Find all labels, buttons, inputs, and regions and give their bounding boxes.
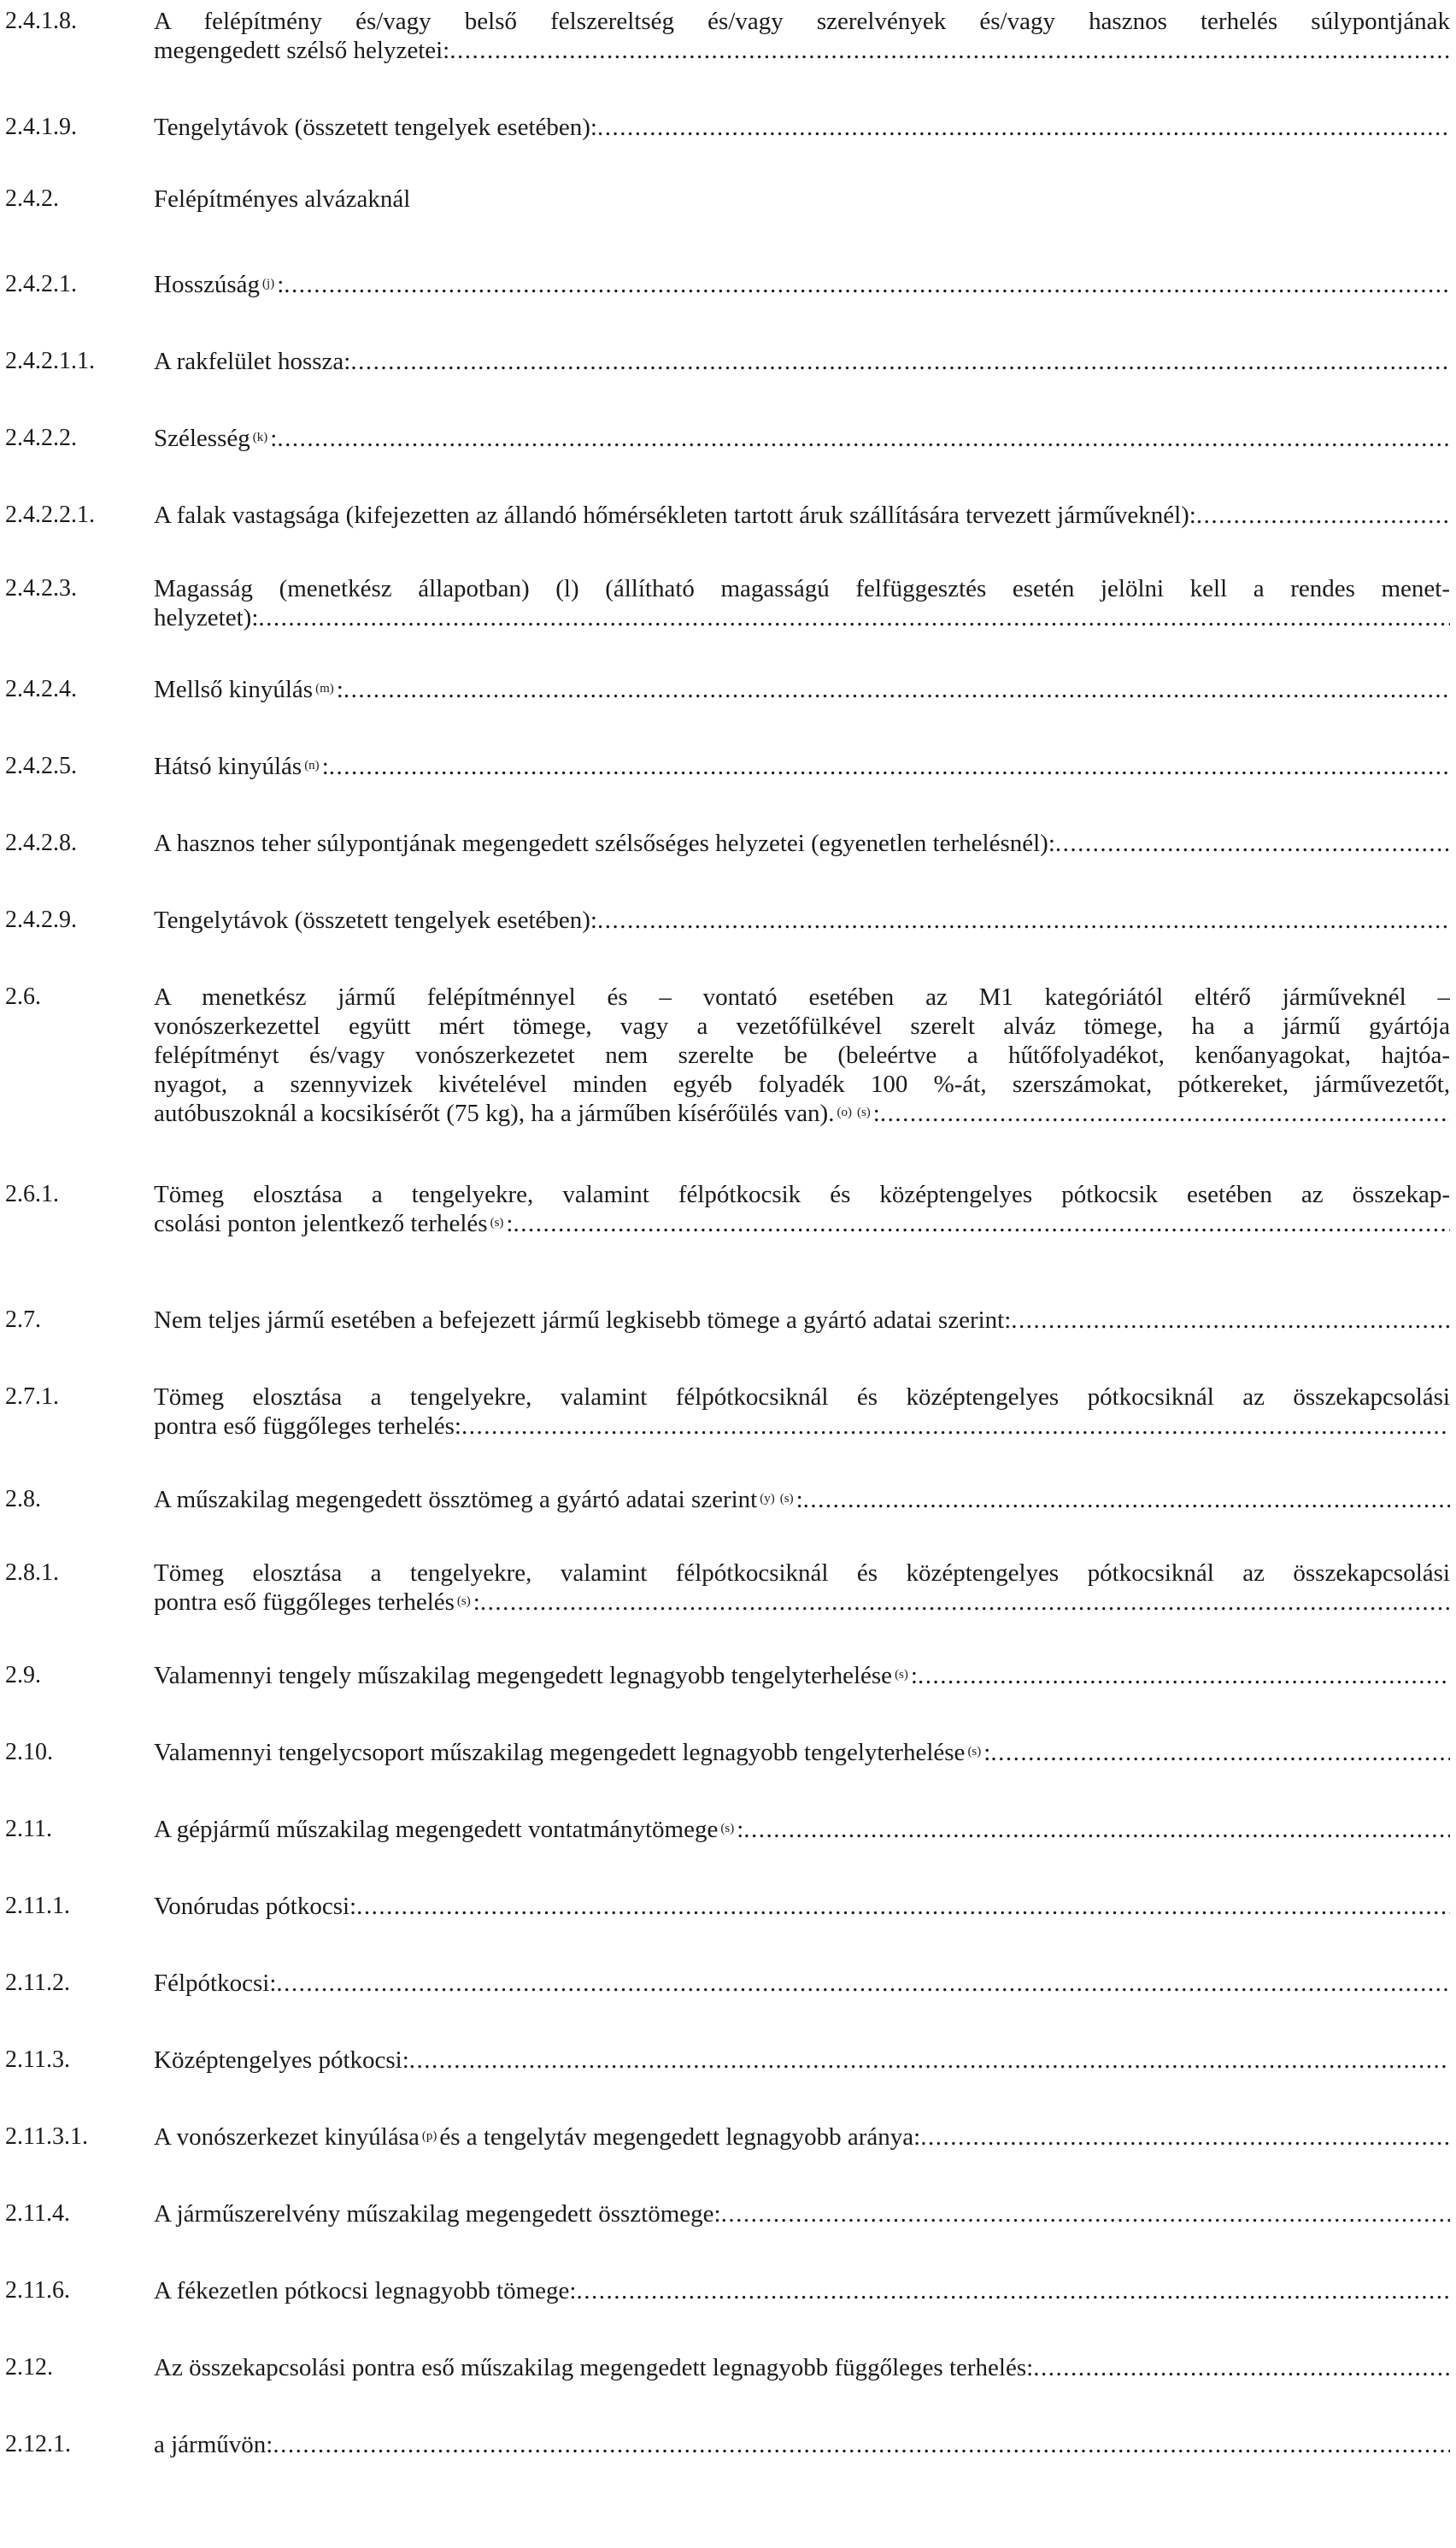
dot-leader — [597, 906, 1450, 935]
entry-text — [154, 983, 1450, 1128]
entry-number: 2.11. — [5, 1816, 52, 1842]
dot-leader — [350, 347, 1450, 376]
entry-after-footnote: : — [796, 1486, 803, 1513]
entry-after-footnote: : — [473, 1588, 480, 1616]
dot-leader — [576, 2276, 1450, 2305]
entry-last-line — [154, 2122, 1450, 2152]
entry-text-line: Tömeg elosztása a tengelyekre, valamint félpótkocsiknál és középtengelyes pótkocsiknál az összekapcsolási — [154, 1383, 1450, 1411]
entry-text — [154, 424, 1450, 453]
footnote-ref: (j) — [262, 277, 275, 291]
entry-last-line — [154, 113, 1450, 142]
entry-after-footnote: : — [321, 753, 329, 780]
footnote-ref: (s) — [490, 1216, 504, 1230]
entry-after-footnote: : — [872, 1100, 880, 1127]
entry-text — [154, 1306, 1450, 1335]
entry-number: 2.4.1.9. — [5, 114, 77, 140]
dot-leader — [990, 1738, 1450, 1767]
entry-text — [154, 2199, 1450, 2228]
dot-leader — [597, 113, 1450, 142]
entry-number: 2.4.1.8. — [5, 8, 77, 34]
entry-last-text: Hátsó kinyúlás — [154, 753, 302, 780]
entry-number: 2.4.2.9. — [5, 907, 77, 933]
entry-last-line — [154, 1485, 1450, 1514]
entry-last-text: Mellső kinyúlás — [154, 676, 314, 703]
entry-last-line — [154, 1306, 1450, 1335]
entry-last-line — [154, 829, 1450, 858]
entry-last-text: Tengelytávok (összetett tengelyek esetében): — [154, 114, 597, 141]
entry-text — [154, 1738, 1450, 1767]
dot-leader — [803, 1485, 1450, 1514]
entry-text-line: A felépítmény és/vagy belső felszereltség és/vagy szerelvények és/vagy hasznos terhelés súlypontjának — [154, 8, 1450, 35]
dot-leader — [449, 36, 1450, 65]
entry-after-footnote: : — [277, 271, 285, 298]
entry-text — [154, 574, 1450, 632]
entry-last-line — [154, 424, 1450, 453]
entry-last-line — [154, 675, 1450, 704]
dot-leader — [1055, 829, 1450, 858]
entry-last-line — [154, 1412, 1450, 1441]
entry-last-line — [154, 347, 1450, 376]
entry-number: 2.4.2.1. — [5, 271, 77, 297]
entry-last-line — [154, 36, 1450, 65]
entry-text — [154, 1559, 1450, 1617]
footnote-ref: (s) — [720, 1822, 735, 1835]
dot-leader — [1011, 1306, 1450, 1335]
dot-leader — [461, 1412, 1450, 1441]
entry-last-line — [154, 1815, 1450, 1844]
dot-leader — [343, 675, 1450, 704]
entry-text — [154, 675, 1450, 704]
entry-text — [154, 2430, 1450, 2459]
entry-last-text: Valamennyi tengely műszakilag megengedett legnagyobb tengelyterhelése — [154, 1662, 893, 1689]
entry-number: 2.4.2.4. — [5, 676, 77, 702]
entry-last-line — [154, 752, 1450, 781]
entry-text — [154, 906, 1450, 935]
entry-text — [154, 1661, 1450, 1690]
entry-number: 2.11.3.1. — [5, 2123, 88, 2150]
entry-text — [154, 2046, 1450, 2075]
entry-text — [154, 185, 1450, 214]
entry-number: 2.4.2.3. — [5, 575, 77, 602]
entry-text-line: vonószerkezettel együtt mért tömege, vagy a vezetőfülkével szerelt alváz tömege, ha a jármű gyártója — [154, 1013, 1450, 1040]
dot-leader — [1033, 2353, 1450, 2382]
entry-number: 2.4.2.8. — [5, 830, 77, 856]
entry-text-line: nyagot, a szennyvizek kivételével minden egyéb folyadék 100 %-át, szerszámokat, pótkereket, járművezetőt, — [154, 1071, 1450, 1098]
entry-number: 2.7. — [5, 1306, 41, 1333]
entry-last-text: A rakfelület hossza: — [154, 348, 351, 375]
dot-leader — [880, 1099, 1450, 1128]
dot-leader — [920, 2122, 1450, 2152]
entry-last-text: a járművön: — [154, 2431, 273, 2458]
entry-text — [154, 2276, 1450, 2305]
entry-last-line — [154, 2276, 1450, 2305]
entry-last-line — [154, 906, 1450, 935]
entry-number: 2.6.1. — [5, 1181, 59, 1207]
entry-after-footnote: : — [737, 1816, 744, 1843]
dot-leader — [329, 752, 1450, 781]
entry-last-line — [154, 270, 1450, 299]
entry-last-text: helyzetet): — [154, 604, 259, 631]
dot-leader — [284, 270, 1450, 299]
entry-text-line: A menetkész jármű felépítménnyel és – vontató esetében az M1 kategóriától eltérő járműveknél – — [154, 983, 1450, 1011]
entry-last-text: Szélesség — [154, 425, 250, 452]
entry-last-text: Az összekapcsolási pontra eső műszakilag megengedett legnagyobb függőleges terhelés: — [154, 2354, 1034, 2381]
entry-number: 2.11.2. — [5, 1970, 70, 1996]
dot-leader — [918, 1661, 1450, 1690]
dot-leader — [721, 2199, 1450, 2228]
entry-after-footnote: : — [506, 1210, 514, 1237]
footnote-ref: (o) — [837, 1106, 852, 1119]
entry-last-line — [154, 2199, 1450, 2228]
footnote-ref: (s) — [779, 1492, 794, 1506]
dot-leader — [258, 603, 1450, 632]
entry-last-text: A vonószerkezet kinyúlása — [154, 2123, 420, 2151]
entry-number: 2.8.1. — [5, 1559, 59, 1586]
dot-leader — [409, 2046, 1450, 2075]
entry-last-line — [154, 1892, 1450, 1921]
footnote-ref: (s) — [456, 1594, 471, 1608]
entry-last-text: pontra eső függőleges terhelés — [154, 1588, 455, 1616]
footnote-ref: (s) — [967, 1745, 982, 1758]
entry-text — [154, 1485, 1450, 1514]
entry-text — [154, 501, 1450, 530]
entry-last-line — [154, 2046, 1450, 2075]
entry-last-line — [154, 1661, 1450, 1690]
entry-last-line — [154, 1099, 1450, 1128]
dot-leader — [356, 1892, 1450, 1921]
entry-text — [154, 113, 1450, 142]
entry-last-line — [154, 1738, 1450, 1767]
entry-last-line — [154, 1209, 1450, 1238]
entry-after-footnote: : — [910, 1662, 918, 1689]
footnote-ref: (n) — [304, 759, 320, 772]
dot-leader — [277, 424, 1450, 453]
entry-text — [154, 2353, 1450, 2382]
entry-number: 2.4.2.5. — [5, 753, 77, 779]
entry-last-line — [154, 2430, 1450, 2459]
entry-text — [154, 1383, 1450, 1441]
entry-last-line — [154, 2353, 1450, 2382]
entry-last-line — [154, 1969, 1450, 1998]
entry-last-text: Tengelytávok (összetett tengelyek esetében): — [154, 907, 597, 934]
entry-text — [154, 2122, 1450, 2152]
footnote-ref: (y) — [760, 1492, 775, 1506]
entry-number: 2.11.6. — [5, 2277, 70, 2304]
entry-text-line: Tömeg elosztása a tengelyekre, valamint félpótkocsik és középtengelyes pótkocsik esetében az összekap- — [154, 1181, 1450, 1208]
entry-last-text: A hasznos teher súlypontjának megengedett szélsőséges helyzetei (egyenetlen terhelésnél): — [154, 830, 1055, 857]
entry-number: 2.11.1. — [5, 1893, 70, 1919]
entry-last-line — [154, 501, 1450, 530]
entry-number: 2.11.4. — [5, 2200, 70, 2227]
entry-number: 2.4.2.2.1. — [5, 502, 95, 528]
footnote-ref: (p) — [421, 2129, 437, 2143]
entry-number: 2.10. — [5, 1739, 53, 1765]
entry-last-text: Középtengelyes pótkocsi: — [154, 2046, 409, 2074]
entry-number: 2.4.2.2. — [5, 425, 77, 451]
entry-last-line — [154, 603, 1450, 632]
entry-text — [154, 1892, 1450, 1921]
entry-number: 2.11.3. — [5, 2046, 70, 2073]
entry-last-text: Hosszúság — [154, 271, 261, 298]
dot-leader — [1196, 501, 1450, 530]
footnote-ref: (s) — [895, 1668, 908, 1682]
entry-last-text: csolási ponton jelentkező terhelés — [154, 1210, 488, 1237]
entry-number: 2.12. — [5, 2354, 53, 2381]
entry-last-text: A fékezetlen pótkocsi legnagyobb tömege: — [154, 2277, 577, 2304]
entry-after-footnote: és a tengelytáv megengedett legnagyobb aránya: — [439, 2123, 921, 2151]
entry-text — [154, 829, 1450, 858]
entry-after-footnote: : — [336, 676, 343, 703]
entry-after-footnote: : — [270, 425, 278, 452]
entry-text — [154, 7, 1450, 65]
dot-leader — [480, 1588, 1450, 1617]
entry-last-text: Vonórudas pótkocsi: — [154, 1893, 357, 1920]
entry-last-text: Félpótkocsi: — [154, 1970, 277, 1997]
entry-last-text: A gépjármű műszakilag megengedett vontatmánytömege — [154, 1816, 719, 1843]
entry-last-text: A falak vastagsága (kifejezetten az állandó hőmérsékleten tartott áruk szállítására tervezett járműveknél): — [154, 502, 1196, 529]
entry-text — [154, 752, 1450, 781]
entry-last-text: A járműszerelvény műszakilag megengedett össztömege: — [154, 2200, 721, 2228]
entry-number: 2.6. — [5, 983, 41, 1010]
entry-last-text: pontra eső függőleges terhelés: — [154, 1412, 461, 1440]
entry-number: 2.8. — [5, 1486, 41, 1512]
entry-last-line — [154, 1588, 1450, 1617]
entry-text-line: Magasság (menetkész állapotban) (l) (állítható magasságú felfüggesztés esetén jelölni kell a rendes menet- — [154, 575, 1450, 602]
footnote-ref: (s) — [856, 1106, 871, 1119]
entry-last-text: Valamennyi tengelycsoport műszakilag megengedett legnagyobb tengelyterhelése — [154, 1739, 966, 1766]
entry-heading: Felépítményes alvázaknál — [154, 185, 411, 213]
entry-text — [154, 1180, 1450, 1238]
dot-leader — [513, 1209, 1450, 1238]
dot-leader — [276, 1969, 1450, 1998]
footnote-ref: (m) — [315, 682, 334, 696]
entry-last-text: Nem teljes jármű esetében a befejezett jármű legkisebb tömege a gyártó adatai szerint: — [154, 1306, 1012, 1334]
entry-number: 2.12.1. — [5, 2431, 71, 2457]
dot-leader — [743, 1815, 1450, 1844]
entry-number: 2.7.1. — [5, 1383, 59, 1410]
entry-text — [154, 347, 1450, 376]
entry-after-footnote: : — [983, 1739, 991, 1766]
entry-text — [154, 1815, 1450, 1844]
entry-number: 2.9. — [5, 1662, 41, 1688]
entry-text-line: felépítményt és/vagy vonószerkezetet nem szerelte be (beleértve a hűtőfolyadékot, kenőanyagokat, hajtóa- — [154, 1042, 1450, 1069]
entry-number: 2.4.2.1.1. — [5, 348, 95, 374]
dot-leader — [273, 2430, 1450, 2459]
entry-text — [154, 270, 1450, 299]
entry-last-text: megengedett szélső helyzetei: — [154, 37, 450, 64]
entry-last-text: autóbuszoknál a kocsikísérőt (75 kg), ha a járműben kísérőülés van). — [154, 1100, 835, 1127]
entry-text-line: Tömeg elosztása a tengelyekre, valamint félpótkocsiknál és középtengelyes pótkocsiknál az összekapcsolási — [154, 1559, 1450, 1587]
entry-last-text: A műszakilag megengedett össztömeg a gyártó adatai szerint — [154, 1486, 758, 1513]
entry-number: 2.4.2. — [5, 185, 59, 212]
footnote-ref: (k) — [252, 431, 268, 444]
entry-text — [154, 1969, 1450, 1998]
